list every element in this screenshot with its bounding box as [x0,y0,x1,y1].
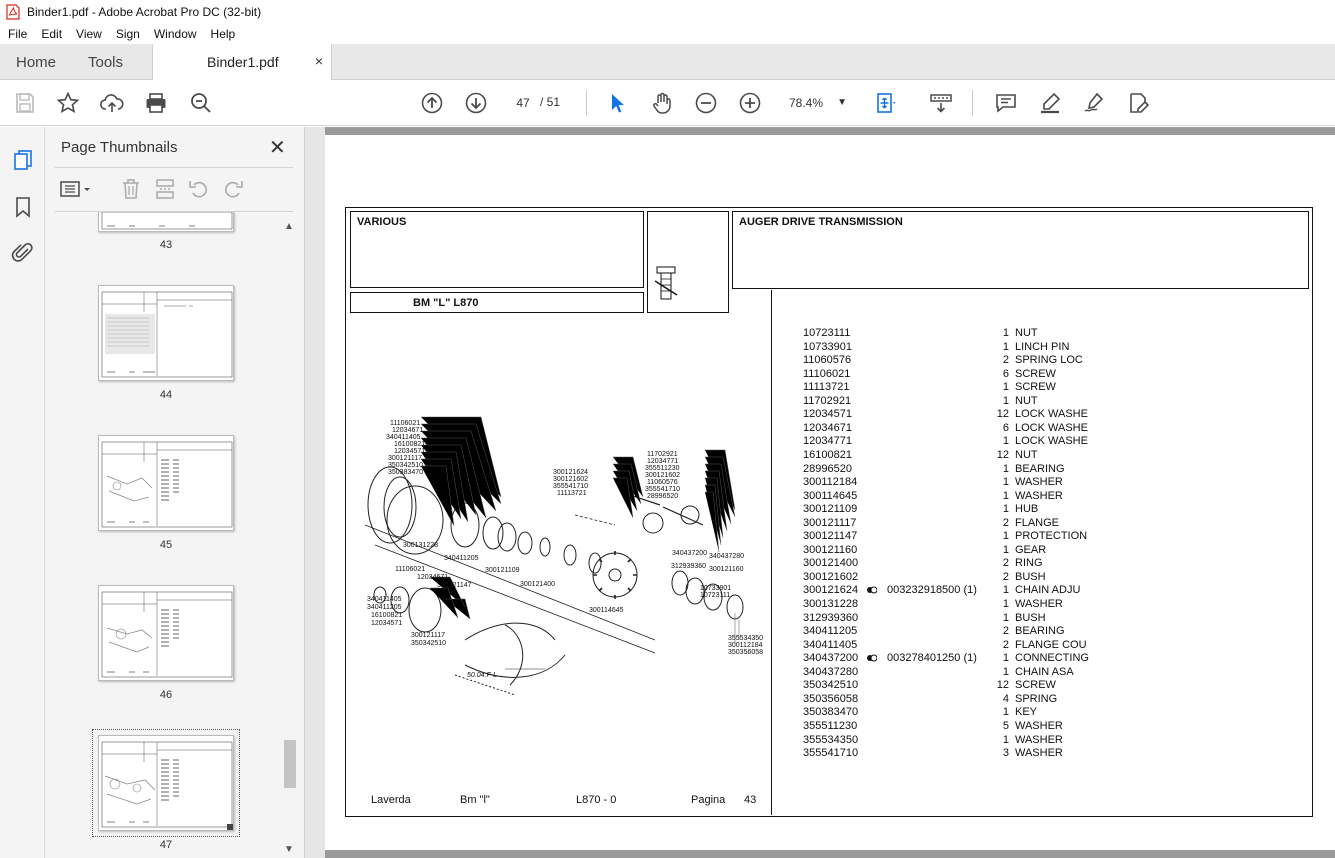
callout-group-f [700,585,763,656]
part-quantity: 6 [1002,421,1009,434]
thumbnail-page-number: 45 [159,539,173,551]
panel-title: Page Thumbnails [61,139,178,156]
part-code: 300121147 [803,530,858,543]
toolbar [0,80,1335,126]
part-code: 11060576 [803,354,852,367]
callout-group-c [645,451,680,500]
next-page-icon[interactable] [464,91,488,115]
menu-bar [0,24,1335,44]
callout-label: 340437280 [709,553,745,560]
part-quantity: 2 [1002,354,1009,367]
callout-label: 350342510 [411,640,447,647]
part-quantity: 1 [1002,530,1009,543]
part-code: 312939360 [803,611,859,624]
page-thumbnail-47[interactable] [98,735,234,831]
footer-brand: Laverda [371,794,411,806]
part-code: 12034771 [803,435,852,448]
part-quantity: 12 [996,448,1009,461]
part-code: 350342510 [803,679,859,692]
part-code: 340437280 [803,665,859,678]
title-bar [0,0,1335,24]
scroll-up-arrow-icon[interactable]: ▲ [284,221,294,232]
callout-label: 300121117 [388,455,422,462]
part-code: 16100821 [803,448,852,461]
hand-pan-icon[interactable] [650,91,674,115]
part-quantity: 1 [1002,394,1009,407]
callout-label: 300121602 [553,476,589,483]
attachments-icon[interactable] [11,241,35,265]
part-quantity: 1 [1002,665,1009,678]
part-quantity: 5 [1002,719,1009,732]
part-code: 300114645 [803,489,858,502]
acrobat-app-icon [6,4,20,20]
previous-page-icon[interactable] [420,91,444,115]
part-quantity: 1 [1002,489,1009,502]
callout-label: 355541710 [553,483,589,490]
callout-label: 300121160 [709,566,744,573]
rotate-clockwise-icon[interactable] [221,177,245,201]
callout-label: 340411405 [386,434,421,441]
part-replacement-ref: 003278401250 (1) [887,652,977,665]
page-thumbnail-45[interactable] [98,435,234,531]
callout-label: 12034771 [647,458,679,465]
part-description: WASHER [1015,719,1063,732]
callout-label: 10723111 [700,592,731,599]
previous-page-edge [325,127,1335,135]
extract-pages-icon[interactable] [153,177,177,201]
part-description: LINCH PIN [1015,340,1070,353]
part-code: 11702921 [803,394,852,407]
bookmarks-icon[interactable] [11,195,35,219]
part-quantity: 2 [1002,557,1009,570]
part-description: SCREW [1015,367,1056,380]
part-code: 340437200 [803,652,859,665]
pdf-page [325,135,1335,850]
callout-label: 300131228 [403,542,439,549]
part-description: RING [1015,557,1043,570]
drawing-reference: 50.04.F-L [467,672,497,679]
navigation-rail [0,127,45,858]
fill-sign-icon[interactable] [1126,91,1150,115]
part-description: BUSH [1015,570,1046,583]
part-quantity: 2 [1002,638,1009,651]
part-code: 300121109 [803,503,858,516]
part-description: NUT [1015,394,1038,407]
part-quantity: 2 [1002,570,1009,583]
part-code: 12034671 [803,421,852,434]
part-quantity: 1 [1002,340,1009,353]
thumbnail-options-icon[interactable] [59,177,97,201]
print-icon[interactable] [144,91,168,115]
part-description: WASHER [1015,476,1063,489]
callout-label: 300121117 [411,632,445,639]
delete-page-icon[interactable] [119,177,143,201]
part-quantity: 2 [1002,516,1009,529]
callout-group-d [367,566,472,648]
part-quantity: 1 [1002,733,1009,746]
part-description: WASHER [1015,747,1063,760]
chevron-down-icon: ▼ [837,97,847,108]
menu-sign[interactable]: Sign [115,27,140,41]
part-description: PROTECTION [1015,530,1088,543]
part-quantity: 1 [1002,652,1009,665]
part-quantity: 1 [1002,435,1009,448]
part-code: 10723111 [803,327,851,339]
part-quantity: 1 [1002,543,1009,556]
part-code: 10733901 [803,340,852,353]
part-code: 355541710 [803,747,859,760]
page-thumbnails-icon[interactable] [11,148,35,172]
section-left-title: VARIOUS [357,216,407,228]
part-code: 11106021 [803,367,851,380]
part-quantity: 3 [1002,747,1009,760]
callout-label: 28996520 [647,493,679,500]
part-quantity: 2 [1002,625,1009,638]
window-title: Binder1.pdf - Adobe Acrobat Pro DC (32-bit) [27,5,262,19]
zoom-search-icon[interactable] [189,91,213,115]
save-icon[interactable] [13,91,37,115]
part-quantity: 1 [1002,462,1009,475]
fit-page-icon[interactable] [874,91,898,115]
callout-label: 11106021 [390,420,421,427]
part-code: 300121624 [803,584,859,597]
part-description: SCREW [1015,679,1056,692]
callout-label: 11113721 [557,490,587,497]
part-code: 300121602 [803,570,859,583]
section-right-title: AUGER DRIVE TRANSMISSION [739,216,903,228]
part-code: 300131228 [803,598,859,610]
callout-label: 300121624 [553,469,589,476]
part-code: 28996520 [803,462,852,475]
scroll-down-arrow-icon[interactable]: ▼ [284,844,294,855]
footer-model: L870 - 0 [576,794,617,806]
callout-label: 12034571 [394,448,426,455]
callout-label: 355534350 [728,635,764,642]
part-description: NUT [1015,327,1038,339]
star-bookmark-icon[interactable] [56,91,80,115]
callout-label: 340411405 [367,596,402,603]
part-code: 12034571 [803,408,852,421]
part-code: 11113721 [803,381,850,394]
part-code: 350356058 [803,692,859,705]
part-description: BUSH [1015,611,1046,624]
part-description: CONNECTING [1015,652,1089,665]
part-quantity: 1 [1002,381,1009,394]
part-description: WASHER [1015,489,1063,502]
part-code: 355511230 [803,719,858,732]
zoom-level-value: 78.4% [789,96,824,110]
replacement-marker-icon [867,586,877,594]
tab-bar [0,44,1335,80]
thumbnail-page-number: 46 [159,689,173,701]
callout-label: 12034671 [392,427,424,434]
part-quantity: 1 [1002,598,1009,610]
part-description: LOCK WASHE [1015,408,1088,421]
document-viewport[interactable] [305,127,1335,858]
thumbnail-page-number: 47 [159,839,173,851]
menu-file[interactable]: File [8,27,28,41]
part-description: SPRING LOC [1015,354,1083,367]
callout-group-b [553,469,588,497]
part-quantity: 12 [996,408,1009,421]
zoom-out-icon[interactable] [694,91,718,115]
rotate-counterclockwise-icon[interactable] [187,177,211,201]
thumbnails-panel [45,127,305,858]
part-code: 300121117 [803,516,857,529]
callout-label: 355541710 [645,486,681,493]
draw-freehand-icon[interactable] [1082,91,1106,115]
callout-label: 12034671 [417,574,449,581]
next-page-edge [325,850,1335,858]
page-thumbnail-43[interactable] [98,212,234,232]
part-code: 355534350 [803,733,859,746]
thumbnail-page-number: 43 [159,239,173,251]
toolbar-divider [586,90,587,116]
part-description: GEAR [1015,543,1047,556]
callout-label: 340411205 [444,555,479,562]
part-description: WASHER [1015,598,1063,610]
footer-series: Bm "l" [460,794,490,806]
callout-label: 11106021 [395,566,426,573]
part-description: CHAIN ASA [1015,665,1074,678]
scroll-mode-icon[interactable] [929,91,953,115]
part-quantity: 4 [1002,692,1009,705]
callout-label: 355511230 [645,465,680,472]
part-description: CHAIN ADJU [1015,584,1081,597]
highlight-pen-icon[interactable] [1038,91,1062,115]
select-cursor-icon[interactable] [606,91,630,115]
thumbnails-scrollbar[interactable] [282,217,298,857]
model-title: BM "L" L870 [413,297,479,309]
part-quantity: 1 [1002,584,1009,597]
tab-tools[interactable]: Tools [88,53,124,71]
scrollbar-thumb[interactable] [284,740,296,788]
footer-page-label: Pagina [691,794,726,806]
page-thumbnail-44[interactable] [98,285,234,381]
callout-label: 350342510 [388,462,424,469]
part-code: 340411405 [803,638,858,651]
callout-label: 300112184 [728,642,763,649]
menu-window[interactable]: Window [153,27,197,41]
page-total: / 51 [540,95,561,109]
zoom-in-icon[interactable] [738,91,762,115]
callout-label: 300114645 [589,607,624,614]
part-code: 350383470 [803,706,859,719]
part-description: LOCK WASHE [1015,421,1088,434]
toolbar-divider [972,90,973,116]
part-description: LOCK WASHE [1015,435,1088,448]
callout-label: 11702921 [647,451,678,458]
part-quantity: 6 [1002,367,1009,380]
callout-label: 350356058 [728,649,764,656]
part-description: NUT [1015,448,1038,461]
part-description: SCREW [1015,381,1056,394]
callout-label: 16100821 [371,612,403,619]
part-description: KEY [1015,706,1038,719]
menu-edit[interactable]: Edit [41,27,63,41]
part-code: 340411205 [803,625,858,638]
page-number-input[interactable]: 47 [507,91,539,115]
upload-cloud-icon[interactable] [100,91,124,115]
callout-label: 300121109 [485,567,520,574]
replacement-marker-icon [867,654,877,662]
part-description: SPRING [1015,692,1058,705]
callout-label: 12034571 [371,620,403,627]
close-tab-icon[interactable]: × [314,53,323,69]
callout-label: 350383470 [388,469,424,476]
callout-label: 300121147 [437,582,472,589]
part-description: BEARING [1015,625,1065,638]
part-code: 300121400 [803,557,859,570]
comment-icon[interactable] [994,91,1018,115]
part-description: BEARING [1015,462,1065,475]
model-box [350,292,644,313]
part-code: 300121160 [803,543,858,556]
callout-label: 340411205 [367,604,402,611]
callout-label: 11060576 [647,479,678,486]
part-description: FLANGE COU [1015,638,1087,651]
part-description: WASHER [1015,733,1063,746]
part-quantity: 1 [1002,476,1009,489]
panel-divider [55,167,293,168]
part-quantity: 1 [1002,503,1009,516]
thumbnail-page-number: 44 [159,389,173,401]
part-quantity: 1 [1002,706,1009,719]
part-quantity: 12 [996,679,1009,692]
menu-view[interactable]: View [76,27,102,41]
auger-component-icon [647,261,729,313]
part-code: 300112184 [803,476,858,489]
callout-label: 16100821 [394,441,426,448]
part-quantity: 1 [1002,611,1009,624]
tab-home[interactable]: Home [16,53,57,71]
zoom-level-dropdown[interactable] [781,91,853,115]
callout-label: 312939360 [671,563,707,570]
callout-label: 300121400 [520,581,556,588]
document-tab-label: Binder1.pdf [207,54,279,70]
callout-group-a [386,420,426,476]
column-divider [771,290,772,815]
close-panel-icon[interactable]: ✕ [269,137,286,159]
callout-label: 10733901 [700,585,732,592]
tab-document[interactable] [152,44,332,80]
footer-page-number: 43 [744,794,757,806]
menu-help[interactable]: Help [210,27,236,41]
part-quantity: 1 [1002,327,1009,339]
part-replacement-ref: 003232918500 (1) [887,584,977,597]
page-thumbnail-46[interactable] [98,585,234,681]
part-description: FLANGE [1015,516,1060,529]
callout-label: 340437200 [672,550,708,557]
part-description: HUB [1015,503,1039,516]
callout-label: 300121602 [645,472,681,479]
